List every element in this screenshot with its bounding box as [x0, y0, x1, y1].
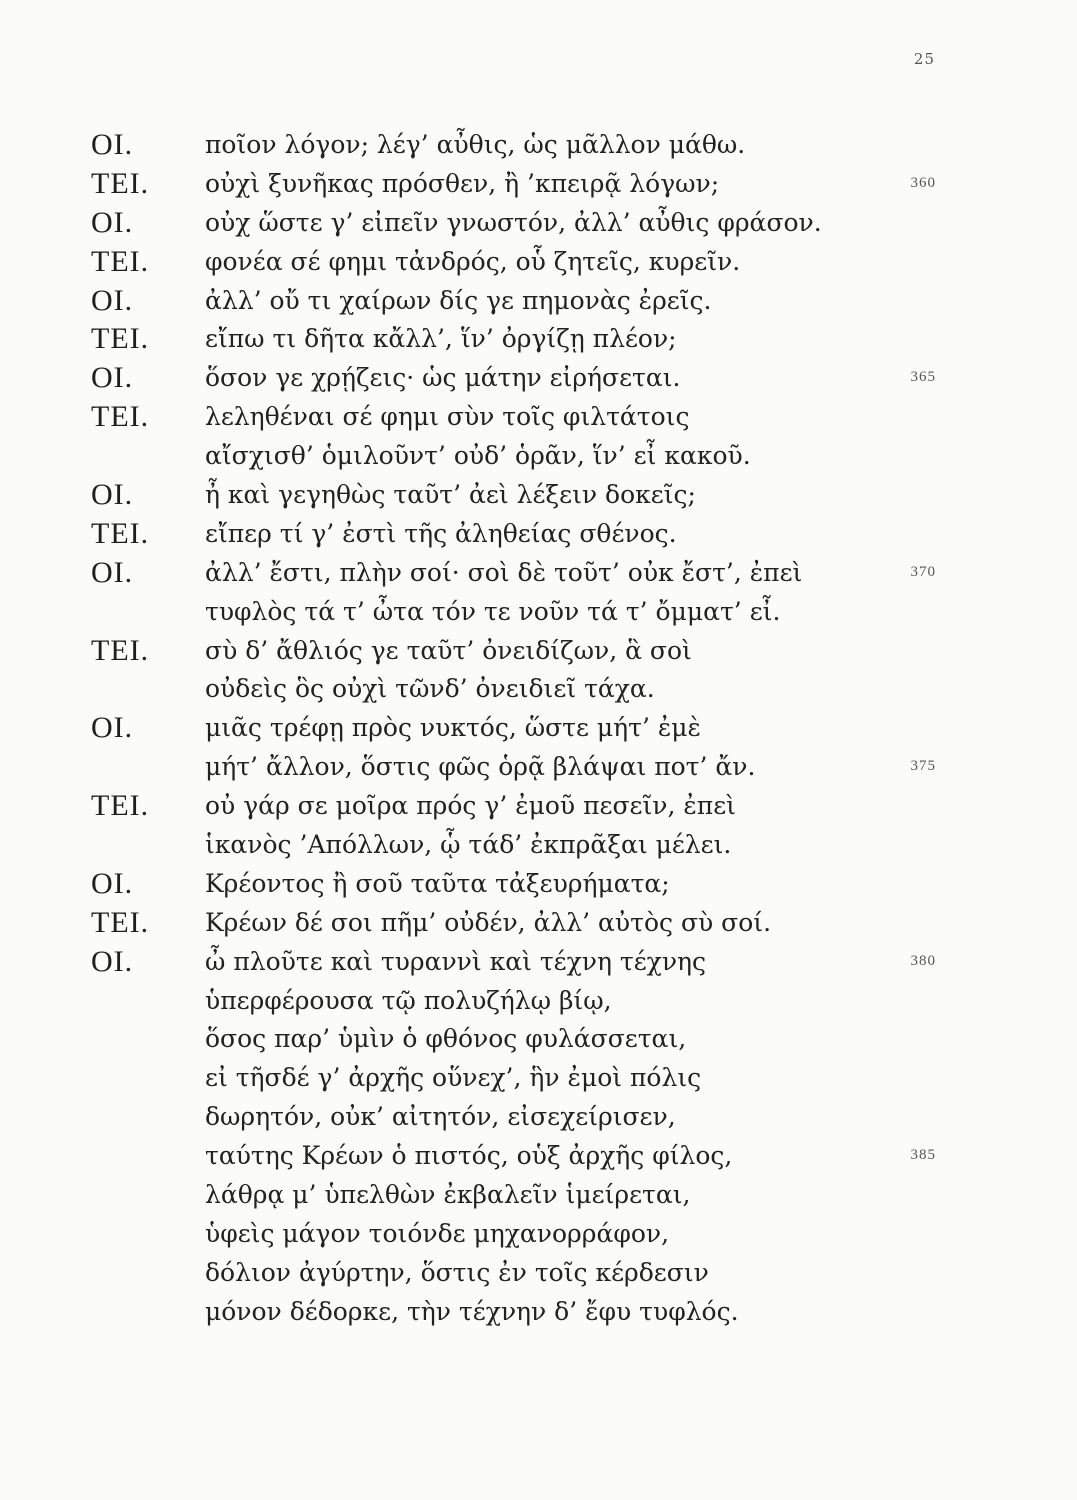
- line-number: 385: [910, 1147, 936, 1164]
- verse-text: ὅσος παρ’ ὑμὶν ὁ φθόνος φυλάσσεται,: [205, 1024, 687, 1054]
- verse-text: οὐδεὶς ὃς οὐχὶ τῶνδ’ ὀνειδιεῖ τάχα.: [205, 674, 655, 704]
- verse-line: [0, 478, 1077, 517]
- verse-text: αἴσχισθ’ ὁμιλοῦντ’ οὐδ’ ὁρᾶν, ἵν’ εἶ κακοῦ.: [205, 441, 751, 471]
- verse-line: [0, 206, 1077, 245]
- verse-line: [0, 1295, 1077, 1334]
- line-number: 380: [910, 952, 936, 969]
- verse-text: Κρέων δέ σοι πῆμ’ οὐδέν, ἀλλ’ αὐτὸς σὺ σοί.: [205, 907, 772, 937]
- speaker-label: ΟΙ.: [91, 128, 134, 161]
- verse-line: [0, 789, 1077, 828]
- verse-line: [0, 245, 1077, 284]
- line-number: 360: [910, 174, 936, 191]
- verse-text: ἦ καὶ γεγηθὼς ταῦτ’ ἀεὶ λέξειν δοκεῖς;: [205, 480, 696, 510]
- verse-text: ὅσον γε χρῄζεις· ὡς μάτην εἰρήσεται.: [205, 363, 681, 393]
- verse-line: [0, 556, 1077, 595]
- speaker-label: ΤΕΙ.: [91, 322, 150, 356]
- verse-line: [0, 400, 1077, 439]
- verse-text: οὐ γάρ σε μοῖρα πρός γ’ ἐμοῦ πεσεῖν, ἐπεὶ: [205, 791, 736, 821]
- verse-text: εἴπω τι δῆτα κἄλλ’, ἵν’ ὀργίζῃ πλέον;: [205, 324, 677, 354]
- verse-text: εἴπερ τί γ’ ἐστὶ τῆς ἀληθείας σθένος.: [205, 518, 677, 548]
- verse-line: [0, 1100, 1077, 1139]
- verse-text: Κρέοντος ἢ σοῦ ταῦτα τἀξευρήματα;: [205, 868, 670, 898]
- verse-line: [0, 439, 1077, 478]
- speaker-label: ΟΙ.: [91, 944, 134, 978]
- verse-text: ἀλλ’ ἔστι, πλὴν σοί· σοὶ δὲ τοῦτ’ οὐκ ἔστ’, ἐπεὶ: [205, 557, 803, 587]
- verse-text: ὑφεὶς μάγον τοιόνδε μηχανορράφον,: [205, 1218, 670, 1248]
- speaker-label: ΟΙ.: [91, 478, 134, 512]
- verse-text: μόνον δέδορκε, τὴν τέχνην δ’ ἔφυ τυφλός.: [205, 1296, 739, 1326]
- verse-line: [0, 128, 1077, 167]
- speaker-label: ΤΕΙ.: [91, 166, 150, 200]
- verse-lines: [0, 128, 1077, 1334]
- speaker-label: ΟΙ.: [91, 361, 134, 395]
- speaker-label: ΤΕΙ.: [91, 516, 150, 550]
- verse-line: [0, 867, 1077, 906]
- verse-line: [0, 634, 1077, 673]
- verse-text: τυφλὸς τά τ’ ὦτα τόν τε νοῦν τά τ’ ὄμματ’ εἶ.: [205, 596, 781, 626]
- verse-line: [0, 1256, 1077, 1295]
- verse-line: [0, 1061, 1077, 1100]
- verse-text: ποῖον λόγον; λέγ’ αὖθις, ὡς μᾶλλον μάθω.: [205, 130, 746, 159]
- verse-text: μιᾶς τρέφῃ πρὸς νυκτός, ὥστε μήτ’ ἐμὲ: [205, 713, 701, 743]
- verse-text: λεληθέναι σέ φημι σὺν τοῖς φιλτάτοις: [205, 402, 690, 432]
- verse-text: λάθρᾳ μ’ ὑπελθὼν ἐκβαλεῖν ἱμείρεται,: [205, 1180, 691, 1210]
- verse-text: ἀλλ’ οὔ τι χαίρων δίς γε πημονὰς ἐρεῖς.: [205, 285, 712, 315]
- speaker-label: ΟΙ.: [91, 866, 134, 900]
- verse-line: [0, 1178, 1077, 1217]
- verse-text: ταύτης Κρέων ὁ πιστός, οὑξ ἀρχῆς φίλος,: [205, 1141, 733, 1171]
- line-number: 370: [910, 563, 936, 580]
- verse-text: φονέα σέ φημι τἀνδρός, οὗ ζητεῖς, κυρεῖν.: [205, 246, 741, 276]
- line-number: 375: [910, 758, 936, 775]
- verse-text: μήτ’ ἄλλον, ὅστις φῶς ὁρᾷ βλάψαι ποτ’ ἄν.: [205, 752, 756, 782]
- verse-text: δωρητόν, οὐκ’ αἰτητόν, εἰσεχείρισεν,: [205, 1102, 676, 1132]
- verse-text: οὐχ ὥστε γ’ εἰπεῖν γνωστόν, ἀλλ’ αὖθις φράσον.: [205, 207, 822, 237]
- speaker-label: ΟΙ.: [91, 205, 134, 239]
- verse-text: οὐχὶ ξυνῆκας πρόσθεν, ἢ ’κπειρᾷ λόγων;: [205, 168, 720, 198]
- verse-line: [0, 906, 1077, 945]
- verse-line: [0, 322, 1077, 361]
- verse-line: [0, 750, 1077, 789]
- speaker-label: ΤΕΙ.: [91, 789, 150, 823]
- speaker-label: ΤΕΙ.: [91, 633, 150, 667]
- speaker-label: ΟΙ.: [91, 555, 134, 589]
- line-number: 365: [910, 369, 936, 386]
- verse-line: [0, 1139, 1077, 1178]
- verse-text: εἰ τῆσδέ γ’ ἀρχῆς οὕνεχ’, ἣν ἐμοὶ πόλις: [205, 1063, 702, 1093]
- speaker-label: ΟΙ.: [91, 711, 134, 745]
- page-number: 25: [913, 50, 935, 68]
- verse-line: [0, 984, 1077, 1023]
- verse-line: [0, 1022, 1077, 1061]
- speaker-label: ΤΕΙ.: [91, 400, 150, 434]
- verse-line: [0, 1217, 1077, 1256]
- verse-text: δόλιον ἀγύρτην, ὅστις ἐν τοῖς κέρδεσιν: [205, 1257, 709, 1287]
- verse-line: [0, 711, 1077, 750]
- verse-text: ὦ πλοῦτε καὶ τυραννὶ καὶ τέχνη τέχνης: [205, 946, 707, 976]
- speaker-label: ΟΙ.: [91, 283, 134, 317]
- verse-text: ὑπερφέρουσα τῷ πολυζήλῳ βίῳ,: [205, 985, 612, 1015]
- verse-line: [0, 517, 1077, 556]
- verse-line: [0, 361, 1077, 400]
- speaker-label: ΤΕΙ.: [91, 244, 150, 278]
- verse-text: σὺ δ’ ἄθλιός γε ταῦτ’ ὀνειδίζων, ἃ σοὶ: [205, 635, 692, 665]
- verse-text: ἱκανὸς ’Απόλλων, ᾧ τάδ’ ἐκπρᾶξαι μέλει.: [205, 830, 732, 860]
- verse-line: [0, 167, 1077, 206]
- verse-line: [0, 284, 1077, 323]
- verse-line: [0, 595, 1077, 634]
- verse-line: [0, 672, 1077, 711]
- verse-line: [0, 945, 1077, 984]
- speaker-label: ΤΕΙ.: [91, 905, 150, 939]
- verse-line: [0, 828, 1077, 867]
